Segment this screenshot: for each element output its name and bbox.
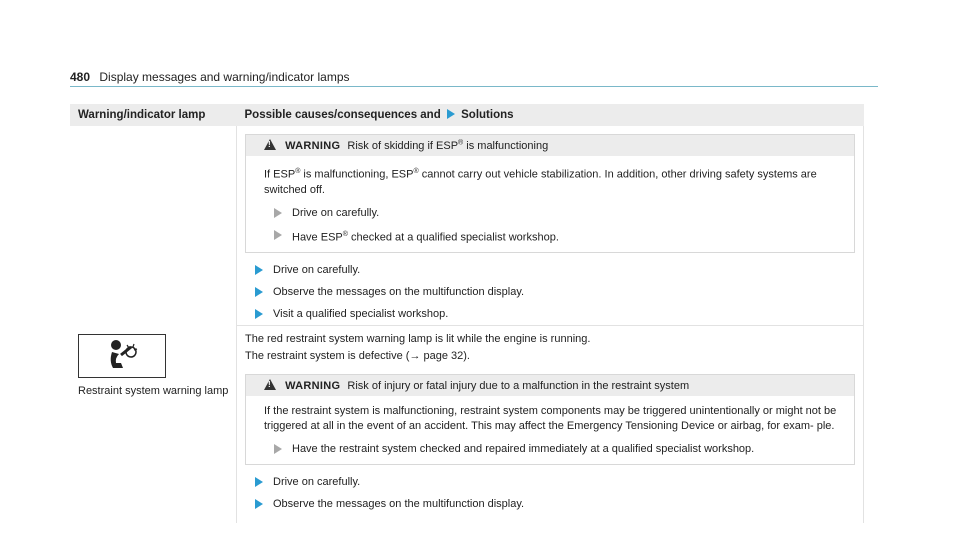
table-row — [70, 126, 864, 326]
warning-lamp-table — [70, 104, 864, 523]
solution-step: Drive on carefully. — [245, 475, 855, 489]
warning-header: ! WARNING Risk of injury or fatal injury due to a malfunction in the restraint system — [246, 375, 854, 396]
warning-text: If the restraint system is malfunctioning, restraint system components may be triggered unintentionally or might not be triggered at all in the event of an accident. This may affect the Emergency Tensioning Device or airbag, for exam- ple. — [264, 405, 837, 433]
warning-step: Drive on carefully. — [264, 206, 846, 220]
header-rule — [70, 86, 878, 87]
airbag-warning-icon — [78, 334, 166, 378]
description-text: The restraint system is defective (→ page 32). — [245, 350, 470, 363]
lamp-cell-empty — [70, 126, 237, 326]
col-header-lamp: Warning/indicator lamp — [70, 104, 237, 126]
step-arrow-icon — [255, 265, 263, 275]
warning-label: WARNING — [285, 140, 341, 152]
solution-step: Drive on carefully. — [245, 263, 855, 277]
solutions-cell — [237, 126, 864, 326]
solution-step: Visit a qualified specialist workshop. — [245, 307, 855, 321]
warning-step: Have the restraint system checked and repaired immediately at a qualified specialist workshop. — [264, 442, 846, 456]
col-header-solutions: Possible causes/consequences and Solutions — [237, 104, 864, 126]
warning-body — [246, 156, 854, 252]
lamp-label: Restraint system warning lamp — [78, 384, 229, 397]
restraint-warning-box — [245, 374, 855, 465]
warning-text: If ESP® is malfunctioning, ESP® cannot carry out vehicle stabilization. In addition, other driving safety systems are switched off. — [264, 168, 817, 196]
page-number: 480 — [70, 70, 91, 84]
step-arrow-icon — [255, 499, 263, 509]
table-row — [70, 326, 864, 524]
warning-triangle-icon — [264, 379, 276, 390]
step-arrow-icon — [274, 208, 282, 218]
solutions-cell — [237, 326, 864, 524]
step-arrow-icon — [274, 444, 282, 454]
step-arrow-icon — [255, 309, 263, 319]
page-title: Display messages and warning/indicator lamps — [99, 70, 350, 84]
page-reference-link[interactable]: page 32). — [420, 350, 470, 363]
warning-label: WARNING — [285, 380, 341, 393]
step-arrow-icon — [255, 477, 263, 487]
warning-body — [246, 396, 854, 464]
description-text: The red restraint system warning lamp is lit while the engine is running. — [245, 333, 591, 346]
step-arrow-icon — [255, 287, 263, 297]
warning-triangle-icon — [264, 139, 276, 150]
lamp-cell — [70, 326, 237, 524]
warning-step: Have ESP® checked at a qualified specialist workshop. — [264, 228, 846, 245]
solution-step: Observe the messages on the multifunction display. — [245, 497, 855, 511]
solutions-arrow-icon — [447, 109, 455, 119]
esp-warning-box — [245, 134, 855, 253]
warning-header: ! WARNING Risk of skidding if ESP® is malfunctioning — [246, 135, 854, 156]
page-header — [70, 70, 350, 84]
solution-step: Observe the messages on the multifunction display. — [245, 285, 855, 299]
step-arrow-icon — [274, 230, 282, 240]
table-header-row — [70, 104, 864, 126]
